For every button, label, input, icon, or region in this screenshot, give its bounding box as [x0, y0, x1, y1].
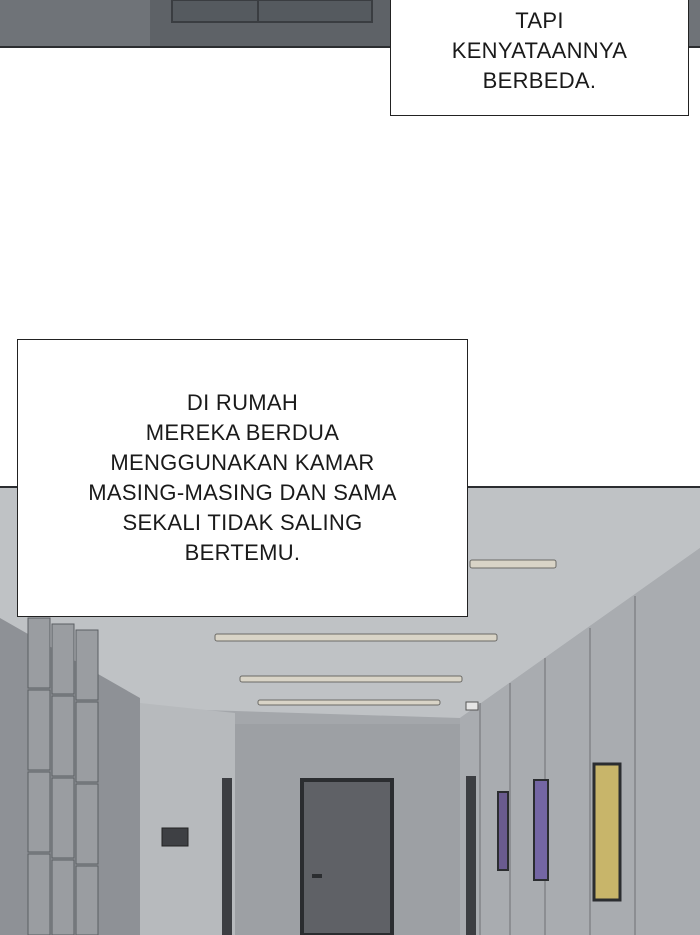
caption-box-middle	[17, 339, 468, 617]
caption-text-top: TAPI KENYATAANNYA BERBEDA.	[451, 8, 628, 93]
caption-box-top	[390, 0, 689, 116]
caption-text-middle: DI RUMAH MEREKA BERDUA MENGGUNAKAN KAMAR MASING-MASING DAN SAMA SEKALI TIDAK SALING BERTEMU.	[88, 390, 397, 565]
